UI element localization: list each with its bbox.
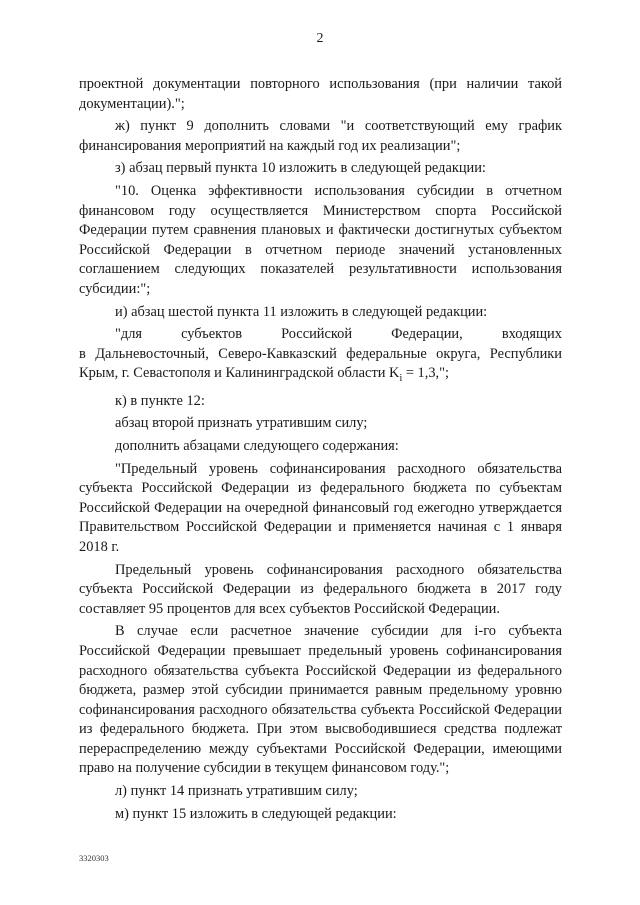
quote-tail-text: = 1,3,"; xyxy=(402,365,449,382)
paragraph-quote-rest xyxy=(79,345,562,389)
paragraph-item-m: м) пункт 15 изложить в следующей редакции: xyxy=(115,805,397,822)
paragraph-quote-10: "10. Оценка эффективности использования субсидии в отчетном финансовом году осуществляется Министерством спорта Российской Федерации путем сравнения плановых и фактически достигнутых субъектом Российской Федерации в отчетном периоде значений установленных соглашением следующих показателей результативности использования субсидии:"; xyxy=(79,182,562,297)
paragraph-item-z: з) абзац первый пункта 10 изложить в следующей редакции: xyxy=(115,160,486,177)
quote-rest-text: в Дальневосточный, Северо-Кавказский федеральные округа, Республики Крым, г. Севастополя и Калининградской области K xyxy=(79,345,562,382)
paragraph-limit-2017: Предельный уровень софинансирования расходного обязательства субъекта Российской Федерации из федерального бюджета в 2017 году составляет 95 процентов для всех субъектов Российской Федерации. xyxy=(79,561,562,617)
paragraph-item-k-2: дополнить абзацами следующего содержания: xyxy=(115,437,399,454)
paragraph-item-k: к) в пункте 12: xyxy=(115,392,205,409)
paragraph-item-k-1: абзац второй признать утратившим силу; xyxy=(115,415,368,432)
paragraph-item-zh: ж) пункт 9 дополнить словами "и соответствующий ему график финансирования мероприятий на каждый год их реализации"; xyxy=(79,118,562,154)
page-number: 2 xyxy=(316,31,324,46)
quote-word: субъектов xyxy=(181,326,242,343)
paragraph-item-i: и) абзац шестой пункта 11 изложить в следующей редакции: xyxy=(115,303,488,320)
coefficient-subscript: i xyxy=(399,373,403,385)
quote-word: "для xyxy=(115,326,142,343)
paragraph-continuation: проектной документации повторного использования (при наличии такой документации)."; xyxy=(79,76,562,112)
paragraph-redistribution: В случае если расчетное значение субсидии для i-го субъекта Российской Федерации превышает предельный уровень софинансирования расходного обязательства субъекта Российской Федерации из федерального бюджета, размер этой субсидии принимается равным предельному уровню софинансирования расходного обязательства субъекта Российской Федерации из федерального бюджета. При этом высвободившиеся средства подлежат перераспределению между субъектами Российской Федерации, имеющими право на получение субсидии в текущем финансовом году."; xyxy=(79,623,562,777)
paragraph-quote-line xyxy=(79,325,562,345)
document-id: 3320303 xyxy=(79,853,109,863)
quote-word: Федерации, xyxy=(391,326,463,343)
paragraph-limit-level: "Предельный уровень софинансирования расходного обязательства субъекта Российской Федерации из федерального бюджета по субъектам Российской Федерации на очередной финансовый год ежегодно утверждается Правительством Российской Федерации и применяется начиная с 1 января 2018 г. xyxy=(79,460,562,555)
quote-word: Российской xyxy=(281,326,353,343)
quote-word: входящих xyxy=(501,326,562,343)
paragraph-item-l: л) пункт 14 признать утратившим силу; xyxy=(115,783,358,800)
document-body xyxy=(79,75,562,824)
